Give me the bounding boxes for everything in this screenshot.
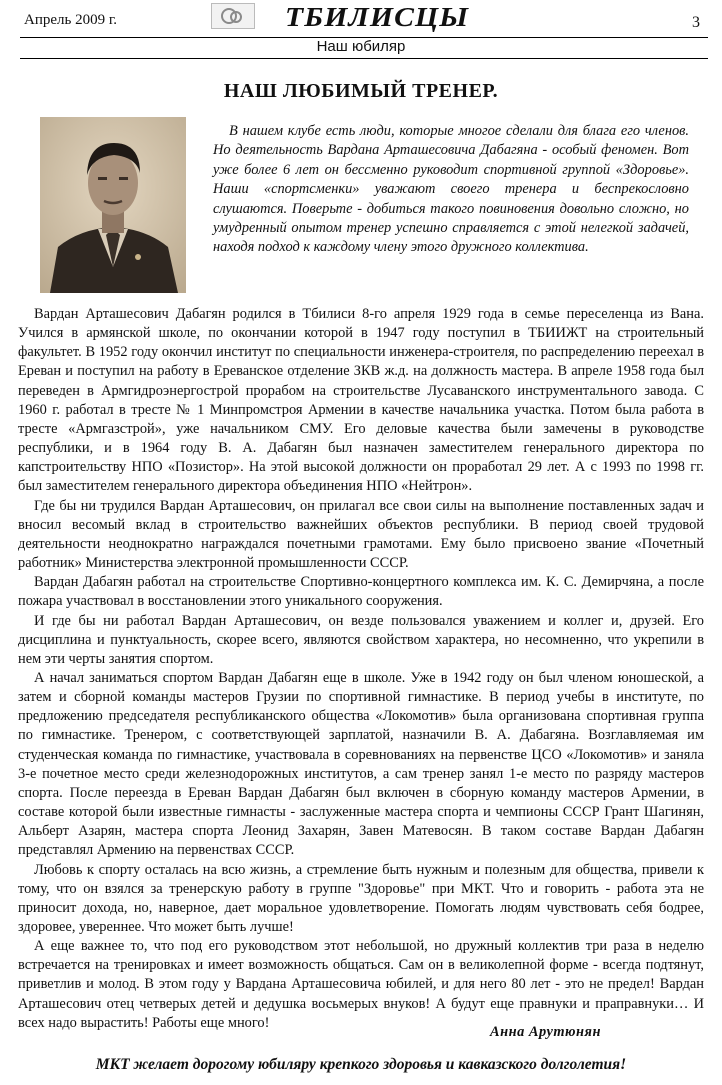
- closing-wish: МКТ желает дорогому юбиляру крепкого здоровья и кавказского долголетия!: [95, 1056, 627, 1073]
- article-title: НАШ ЛЮБИМЫЙ ТРЕНЕР.: [223, 80, 499, 102]
- newspaper-title: ТБИЛИСЦЫ: [285, 2, 470, 32]
- article-body: [18, 305, 704, 1033]
- article-paragraph: А еще важнее то, что под его руководством этот небольшой, но дружный коллектив три раза в неделю встречается на тренировках и имеет возможность общаться. Сам он в великолепной форме - всегда подтянут, приветлив и молод. В этом году у Вардана Арташесовича юбилей, и для него 80 лет - это не предел! Вардан Арташесович отец четверых детей и дедушка восьмерых внуков! А будут еще правнуки и праправнуки… И всех надо вырастить! Работы еще много!: [18, 938, 704, 1031]
- page-number: 3: [692, 14, 700, 31]
- club-logo-icon: [211, 3, 255, 29]
- article-intro: В нашем клубе есть люди, которые многое сделали для блага его членов. Но деятельность Вардана Арташесовича Дабагяна - особый феномен. Вот уже более 6 лет он бессменно руководит спортивной группой «Здоровье». Наши «спортсменки» уважают своего тренера и беспрекословно слушаются. Поверьте - добиться такого повиновения довольно сложно, но умудренный опытом тренер успешно справляется с этой нелегкой задачей, находя подход к каждому члену этого дружного коллектива.: [213, 123, 689, 256]
- article-paragraph: Вардан Арташесович Дабагян родился в Тбилиси 8-го апреля 1929 года в семье переселенца из Вана. Учился в армянской школе, по окончании которой в 1947 году поступил в ТБИИЖТ на строительный факультет. В 1952 году окончил институт по специальности инженера-строителя, по распределению переехал в Ереван и поступил на работу в Ереванское отделение ЗКВ ж.д. на должность мастера. В апреле 1958 года был переведен в Армгидроэнергострой прорабом на строительстве Лусаванского инструментального завода. С 1960 г. работал в тресте № 1 Минпромстроя Армении в качестве начальника участка. Потом была работа в тресте «Армгазстрой», уже начальником СМУ. Его деловые качества были замечены в руководстве республики, и в 1964 году В. А. Дабагян был назначен заместителем генерального директора по капстроительству НПО «Позистор». На этой высокой должности он проработал 29 лет. А с 1993 по 1998 гг. был заместителем генерального директора объединения НПО «Нейтрон».: [18, 306, 704, 495]
- article-paragraph: Вардан Дабагян работал на строительстве Спортивно-концертного комплекса им. К. С. Демирчяна, а после пожара участвовал в восстановлении этого уникального сооружения.: [18, 574, 704, 610]
- article-paragraph: Где бы ни трудился Вардан Арташесович, он прилагал все свои силы на выполнение поставленных задач и вносил весомый вклад в строительство важнейших объектов республики. В период своей трудовой деятельности неоднократно награждался почетными грамотами. Ему было присвоено звание «Почетный работник» Министерства электронной промышленности СССР.: [18, 497, 704, 572]
- portrait-photo: [40, 117, 186, 293]
- page-header: [0, 0, 722, 38]
- article-paragraph: И где бы ни работал Вардан Арташесович, он везде пользовался уважением и коллег и, друзей. Его дисциплина и пунктуальность, скорее всего, являются свойством характера, но несомненно, что укрепили в нем эти черты занятия спортом.: [18, 612, 704, 667]
- article-paragraph: Любовь к спорту осталась на всю жизнь, а стремление быть нужным и полезным для общества, привели к тому, что он взялся за тренерскую работу в группе "Здоровье" при МКТ. Что и говорить - работа эта не приносит дохода, но, наверное, дает моральное удовлетворение. Помогать людям чувствовать себя бодрее, здоровее, увереннее. Что может быть лучше!: [18, 861, 704, 935]
- issue-date: Апрель 2009 г.: [24, 12, 118, 28]
- section-label: Наш юбиляр: [316, 38, 406, 55]
- author-signature: Анна Арутюнян: [490, 1024, 601, 1040]
- article-paragraph: А начал заниматься спортом Вардан Дабагян еще в школе. Уже в 1942 году он был членом юношеской, а затем и сборной команды мастеров Грузии по спортивной гимнастике. В период учебы в институте, по предложению председателя республиканского общества «Локомотив» была организована спортивная группа по гимнастике. Тренером, с соответствующей зарплатой, назначили В. А. Дабагяна. Возглавляемая им студенческая команда по гимнастике, участвовала в соревнованиях на первенстве ЦСО «Локомотив» и заняла 3-е почетное место среди железнодорожных институтов, а сам тренер занял 1-е место по разряду мастеров спорта. После переезда в Ереван Вардан Дабагян был включен в сборную команду мастеров Армении, в составе которой были известные гимнасты - заслуженные мастера спорта и чемпионы СССР Грант Шагинян, Альберт Азарян, мастера спорта Леонид Захарян, Завен Матевосян. В таком составе Вардан Дабагян представлял Армению на первенствах СССР.: [18, 669, 704, 859]
- section-divider: [20, 58, 708, 59]
